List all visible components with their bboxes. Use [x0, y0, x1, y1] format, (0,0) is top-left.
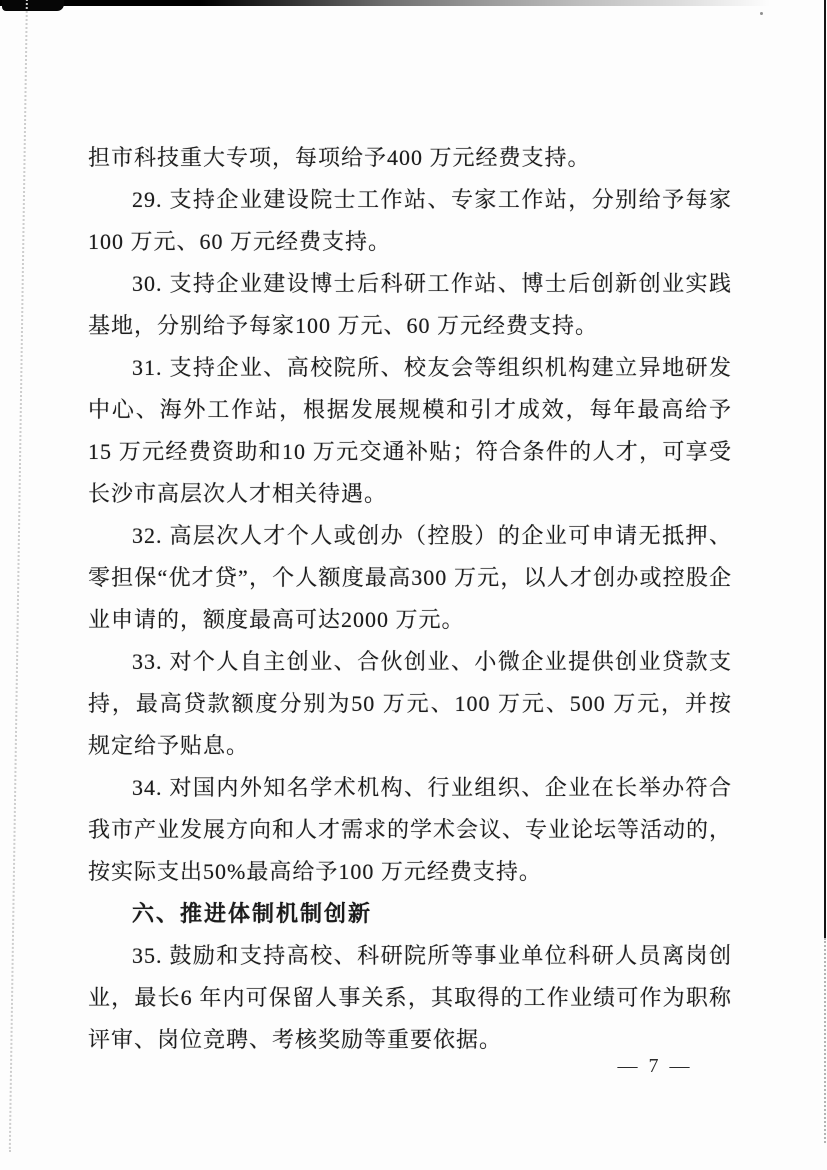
paragraph-28-continuation: 担市科技重大专项，每项给予400 万元经费支持。 — [88, 145, 591, 170]
paragraph-item-29: 29. 支持企业建设院士工作站、专家工作站，分别给予每家100 万元、60 万元经费支持。 — [88, 187, 732, 254]
scan-artifact-top-edge — [0, 0, 770, 6]
paragraph-item-30: 30. 支持企业建设博士后科研工作站、博士后创新创业实践基地，分别给予每家100 万元、60 万元经费支持。 — [88, 271, 732, 338]
paragraph-item-35: 35. 鼓励和支持高校、科研院所等事业单位科研人员离岗创业，最长6 年内可保留人事关系，其取得的工作业绩可作为职称评审、岗位竞聘、考核奖励等重要依据。 — [88, 943, 732, 1052]
paragraph-item-33: 33. 对个人自主创业、合伙创业、小微企业提供创业贷款支持，最高贷款额度分别为50 万元、100 万元、500 万元，并按规定给予贴息。 — [88, 649, 732, 758]
paragraph-item-34: 34. 对国内外知名学术机构、行业组织、企业在长举办符合我市产业发展方向和人才需求的学术会议、专业论坛等活动的，按实际支出50%最高给予100 万元经费支持。 — [88, 775, 733, 884]
scan-artifact-top-left-blob — [2, 0, 64, 11]
paragraph-item-32: 32. 高层次人才个人或创办（控股）的企业可申请无抵押、零担保“优才贷”，个人额度最高300 万元，以人才创办或控股企业申请的，额度最高可达2000 万元。 — [88, 523, 732, 632]
page-number: — 7 — — [617, 1055, 693, 1077]
scan-artifact-left-dotted-line — [9, 0, 28, 1152]
document-body — [88, 137, 732, 1061]
paragraph-item-31: 31. 支持企业、高校院所、校友会等组织机构建立异地研发中心、海外工作站，根据发展规模和引才成效，每年最高给予15 万元经费资助和10 万元交通补贴；符合条件的人才，可享受长沙市高层次人才相关待遇。 — [88, 355, 732, 506]
scan-artifact-speck — [760, 12, 763, 15]
scan-artifact-right-dotted-line — [824, 938, 826, 1143]
section-heading-6: 六、推进体制机制创新 — [132, 901, 373, 926]
scan-artifact-right-edge-line — [824, 0, 826, 938]
